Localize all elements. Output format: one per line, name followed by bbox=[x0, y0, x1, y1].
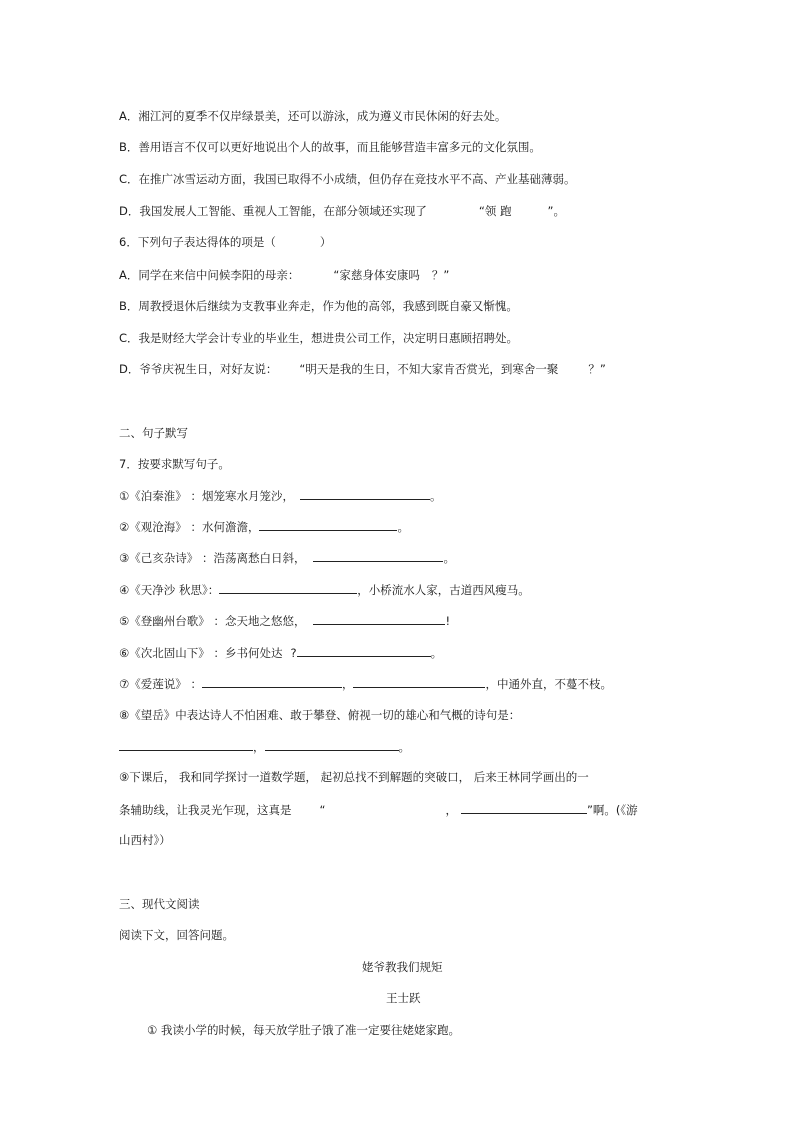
answer-blank[interactable] bbox=[265, 738, 399, 751]
dictation-item-2-text: ②《观沧海》 ：水何澹澹， bbox=[119, 520, 260, 534]
q5-option-d-quote: “领 跑 bbox=[478, 204, 512, 218]
q5-option-d-end: ”。 bbox=[547, 204, 565, 218]
dictation-item-5-text: ⑤《登幽州台歌》 ：念天地之悠悠， bbox=[119, 614, 306, 628]
section2-heading: 二、句子默写 bbox=[119, 426, 188, 440]
answer-blank[interactable] bbox=[219, 581, 357, 594]
q6-stem-text: 6．下列句子表达得体的项是（ bbox=[119, 235, 276, 249]
dictation-item-4-text: ④《天净沙 秋思》： bbox=[119, 583, 220, 597]
dictation-item-8: ⑧《望岳》中表达诗人不怕困难、敢于攀登、俯视一切的雄心和气概的诗句是： bbox=[119, 708, 521, 722]
answer-blank[interactable] bbox=[297, 644, 431, 657]
q6-option-d-end: ？” bbox=[588, 362, 606, 376]
dictation-item-1 bbox=[119, 487, 441, 504]
answer-blank[interactable] bbox=[353, 675, 485, 688]
q6-option-d-quote: “明天是我的生日，不知大家肯否赏光，到寒舍一聚 bbox=[299, 362, 559, 376]
dictation-item-6 bbox=[119, 644, 442, 661]
q5-option-b: B．善用语言不仅可以更好地说出个人的故事，而且能够营造丰富多元的文化氛围。 bbox=[119, 140, 541, 154]
dictation-item-3 bbox=[119, 549, 455, 566]
dictation-item-1-text: ①《泊秦淮》 ：烟笼寒水月笼沙， bbox=[119, 489, 294, 503]
answer-blank[interactable] bbox=[313, 549, 443, 562]
dictation-item-9-line3: 山西村》） bbox=[119, 833, 171, 847]
dictation-item-9-close: ”啊。(《游 bbox=[586, 803, 638, 817]
q6-option-a-end: ？” bbox=[431, 268, 450, 282]
dictation-item-8-end: 。 bbox=[398, 740, 410, 754]
answer-blank[interactable] bbox=[300, 487, 430, 500]
q5-option-a: A．湘江河的夏季不仅岸绿景美，还可以游泳，成为遵义市民休闲的好去处。 bbox=[119, 109, 507, 123]
q5-option-c: C．在推广冰雪运动方面，我国已取得不小成绩，但仍存在竞技水平不高、产业基础薄弱。 bbox=[119, 172, 576, 186]
answer-blank[interactable] bbox=[119, 738, 253, 751]
dictation-item-8-comma: ， bbox=[253, 740, 265, 754]
q6-option-b: B．周教授退休后继续为支教事业奔走，作为他的高邻，我感到既自豪又惭愧。 bbox=[119, 299, 518, 313]
q5-option-d-text: D．我国发展人工智能、重视人工智能，在部分领域还实现了 bbox=[119, 204, 427, 218]
q6-option-d-text: D．爷爷庆祝生日，对好友说： bbox=[119, 362, 278, 376]
dictation-item-3-text: ③《己亥杂诗》 ：浩荡离愁白日斜， bbox=[119, 551, 306, 565]
answer-blank[interactable] bbox=[461, 801, 587, 814]
dictation-item-9-line1: ⑨下课后， 我和同学探讨一道数学题， 起初总找不到解题的突破口， 后来王林同学画出的一 bbox=[119, 770, 589, 784]
q7-stem: 7．按要求默写句子。 bbox=[119, 457, 230, 471]
dictation-item-7-comma: ， bbox=[341, 677, 354, 691]
answer-blank[interactable] bbox=[202, 675, 342, 688]
answer-blank[interactable] bbox=[259, 518, 397, 531]
dictation-item-3-end: 。 bbox=[443, 551, 455, 565]
article-author: 王士跃 bbox=[386, 991, 421, 1005]
dictation-item-4 bbox=[119, 581, 530, 598]
dictation-item-9-text: 条辅助线，让我灵光乍现，这真是 bbox=[119, 803, 292, 817]
q6-option-a-quote: “家慈身体安康吗 bbox=[333, 268, 420, 282]
dictation-item-6-text: ⑥《次北固山下》 ：乡书何处达 bbox=[119, 646, 283, 660]
q6-option-c: C．我是财经大学会计专业的毕业生，想进贵公司工作，决定明日惠顾招聘处。 bbox=[119, 331, 519, 345]
dictation-item-2 bbox=[119, 518, 409, 535]
q6-option-a bbox=[119, 267, 449, 283]
dictation-item-8-answer bbox=[119, 738, 410, 755]
dictation-item-6-question: ? bbox=[290, 646, 297, 660]
dictation-item-4-rest: ，小桥流水人家，古道西风瘦马。 bbox=[357, 583, 530, 597]
dictation-item-1-end: 。 bbox=[429, 489, 442, 503]
q5-option-d bbox=[119, 203, 565, 219]
q6-stem-end: ） bbox=[319, 235, 332, 249]
q6-stem bbox=[119, 234, 331, 250]
dictation-item-5 bbox=[119, 612, 450, 629]
q6-option-a-text: A．同学在来信中问候李阳的母亲： bbox=[119, 268, 300, 282]
article-title: 姥爷教我们规矩 bbox=[362, 960, 443, 974]
dictation-item-7-text: ⑦《爱莲说》 ： bbox=[119, 677, 202, 691]
q6-option-d bbox=[119, 361, 606, 377]
section3-heading: 三、现代文阅读 bbox=[119, 897, 200, 911]
answer-blank[interactable] bbox=[313, 612, 445, 625]
article-paragraph-1: ① 我读小学的时候，每天放学肚子饿了准一定要往姥姥家跑。 bbox=[147, 1023, 460, 1037]
dictation-item-5-end: ! bbox=[445, 614, 451, 628]
dictation-item-9-open-quote: “ bbox=[319, 803, 326, 817]
dictation-item-7 bbox=[119, 675, 612, 692]
reading-instruction: 阅读下文，回答问题。 bbox=[119, 928, 234, 942]
dictation-item-7-rest: ，中通外直，不蔓不枝。 bbox=[485, 677, 612, 691]
dictation-item-9-line2 bbox=[119, 801, 638, 818]
dictation-item-6-end: 。 bbox=[430, 646, 443, 660]
dictation-item-2-end: 。 bbox=[397, 520, 409, 534]
dictation-item-9-comma: ， bbox=[445, 803, 457, 817]
